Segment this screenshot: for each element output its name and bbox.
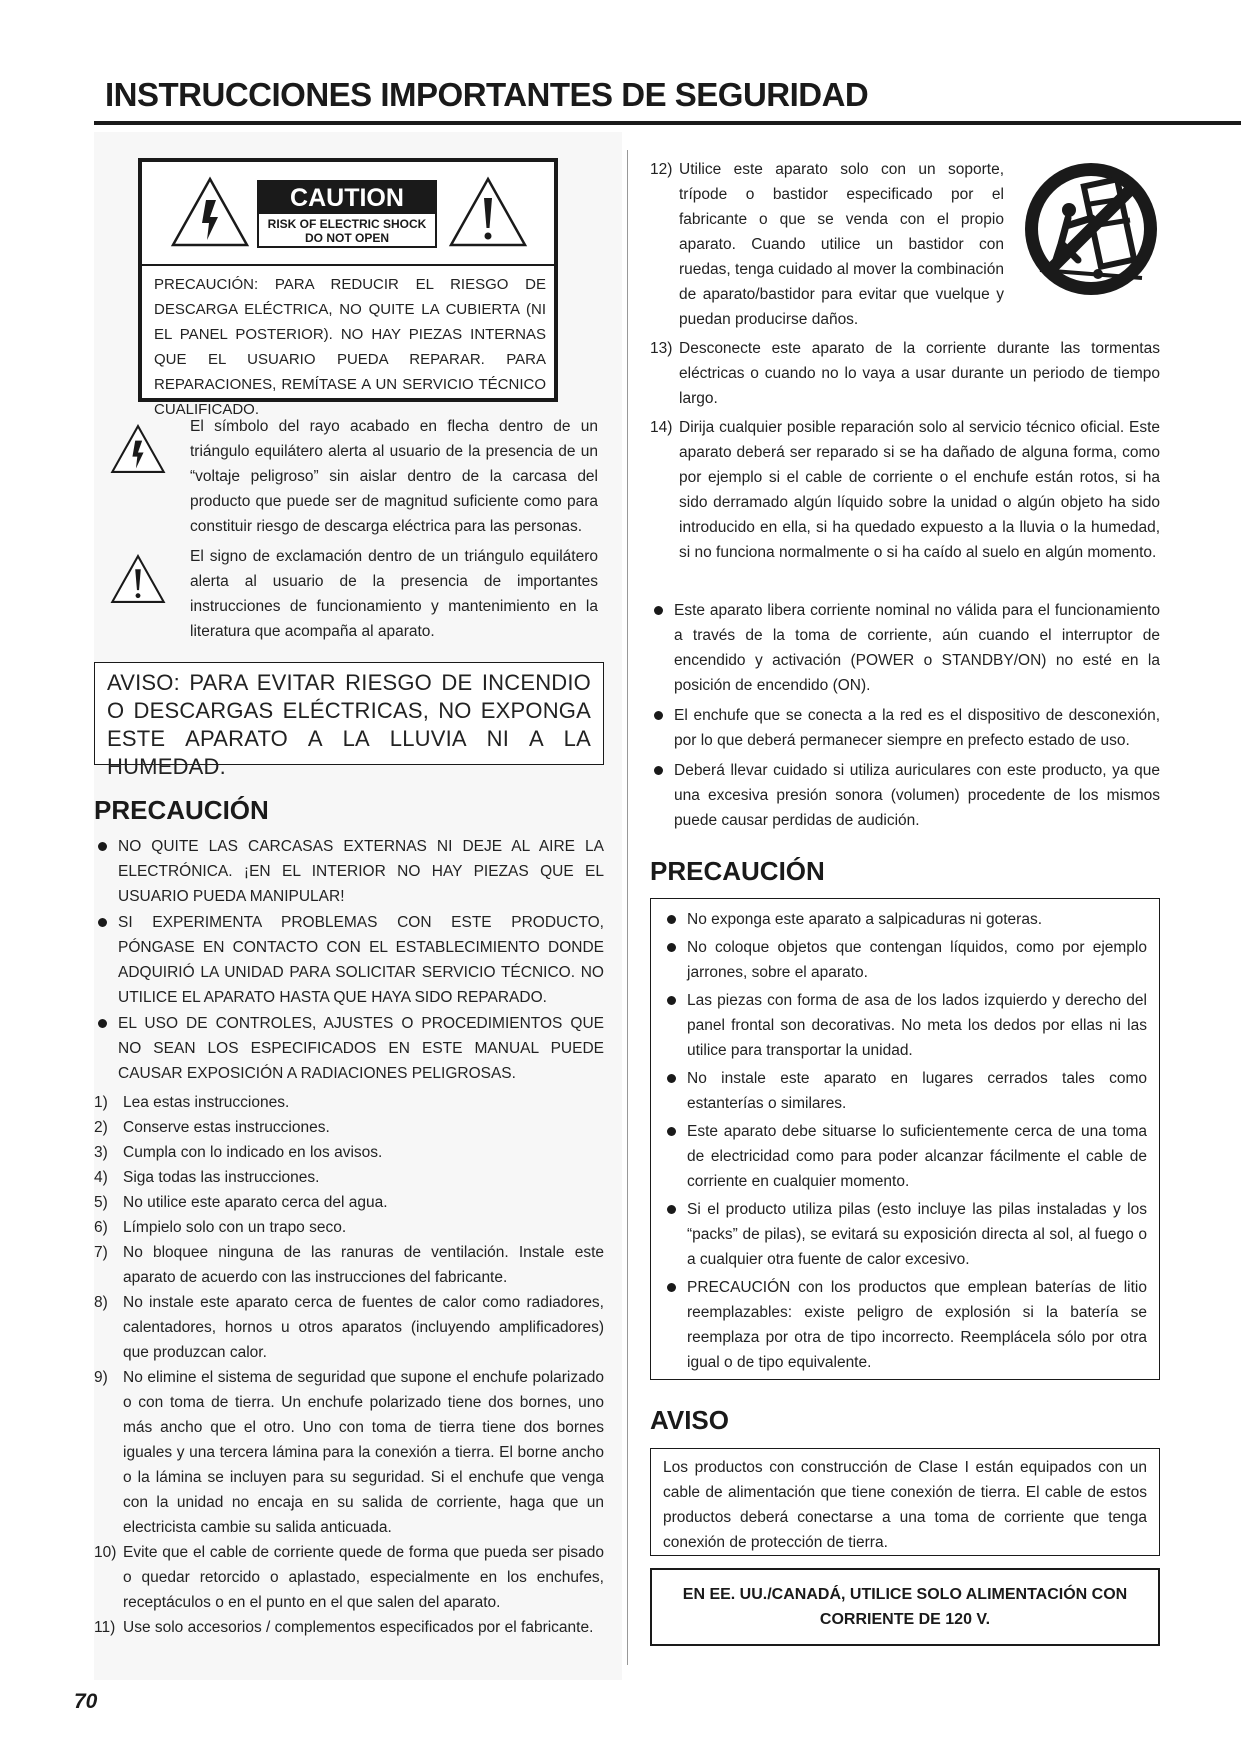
bullet-text: PRECAUCIÓN con los productos que emplean baterías de litio reemplazables: existe peligro de explosión si la batería se reemplaza por otra de tipo incorrecto. Reemplácela sólo por otra igual o de tipo equivalente. (687, 1279, 1147, 1371)
item-text: Evite que el cable de corriente quede de forma que pueda ser pisado o quedar retorcido o aplastado, especialmente en los enchufes, receptáculos o en el punto en el que salen del aparato. (123, 1544, 604, 1611)
instructions-list-right (650, 336, 1160, 565)
list-item (663, 935, 1147, 985)
item-text: Cumpla con lo indicado en los avisos. (123, 1144, 383, 1161)
bullet-icon (667, 996, 676, 1005)
item-text: Lea estas instrucciones. (123, 1094, 290, 1111)
page-number: 70 (74, 1690, 98, 1713)
column-divider (627, 150, 628, 1665)
list-item (663, 1066, 1147, 1116)
bullet-icon (98, 918, 107, 927)
lightning-symbol-text: El símbolo del rayo acabado en flecha dentro de un triángulo equilátero alerta al usuario de la presencia de un “voltaje peligroso” sin aislar dentro de la carcasa del producto que puede ser de magnitud suficiente como para constituir riesgo de descarga eléctrica para las personas. (190, 418, 598, 535)
page-title: INSTRUCCIONES IMPORTANTES DE SEGURIDAD (105, 76, 869, 113)
item-number: 4) (94, 1169, 108, 1186)
caution-line-1: RISK OF ELECTRIC SHOCK (267, 217, 427, 231)
item-number: 11) (94, 1619, 116, 1636)
caution-word: CAUTION (259, 182, 435, 214)
item-number: 12) (650, 161, 673, 178)
item-number: 3) (94, 1144, 108, 1161)
list-item (94, 1011, 604, 1086)
right-precaucion-box (650, 898, 1160, 1380)
item-number: 7) (94, 1244, 108, 1261)
bullet-text: Deberá llevar cuidado si utiliza auriculares con este producto, ya que una excesiva presión sonora (volumen) procedente de los mismos puede causar perdidas de audición. (674, 762, 1160, 829)
list-item (94, 910, 604, 1010)
item-number: 8) (94, 1294, 108, 1311)
item-text: No instale este aparato cerca de fuentes de calor como radiadores, calentadores, hornos u otros aparatos (incluyendo amplificadores) que produzcan calor. (123, 1294, 604, 1361)
bullet-text: SI EXPERIMENTA PROBLEMAS CON ESTE PRODUCTO, PÓNGASE EN CONTACTO CON EL ESTABLECIMIENTO DONDE ADQUIRIÓ LA UNIDAD PARA SOLICITAR SERVICIO TÉCNICO. NO UTILICE EL APARATO HASTA QUE HAYA SIDO REPARADO. (118, 914, 604, 1006)
aviso-heading: AVISO (650, 1405, 729, 1435)
list-item (94, 1540, 604, 1615)
instructions-list-left (94, 1090, 604, 1640)
bullet-text: NO QUITE LAS CARCASAS EXTERNAS NI DEJE AL AIRE LA ELECTRÓNICA. ¡EN EL INTERIOR NO HAY PIEZAS QUE EL USUARIO PUEDA MANIPULAR! (118, 838, 604, 905)
list-item (94, 1615, 604, 1640)
list-item (650, 336, 1160, 411)
list-item (663, 1197, 1147, 1272)
right-precaucion-list (663, 907, 1147, 1376)
item-text: Límpielo solo con un trapo seco. (123, 1219, 347, 1236)
list-item (650, 157, 1004, 332)
bullet-icon (667, 1074, 676, 1083)
aviso-text: Los productos con construcción de Clase I están equipados con un cable de alimentación que tiene conexión de tierra. El cable de estos productos deberá conectarse a una toma de corriente que tenga conexión de protección de tierra. (663, 1459, 1147, 1551)
bullet-icon (654, 711, 663, 720)
bullet-icon (98, 1019, 107, 1028)
item-text: Utilice este aparato solo con un soporte, trípode o bastidor especificado por el fabricante o que se venda con el propio aparato. Cuando utilice un bastidor con ruedas, tenga cuidado al mover la combinación de aparato/bastidor para evitar que vuelque y puedan producirse daños. (679, 161, 1004, 328)
item-text: Conserve estas instrucciones. (123, 1119, 330, 1136)
bullet-text: Las piezas con forma de asa de los lados izquierdo y derecho del panel frontal son decorativas. No meta los dedos por ellas ni las utilice para transportar la unidad. (687, 992, 1147, 1059)
right-bullets-list (650, 598, 1160, 834)
list-item (94, 834, 604, 909)
list-item (94, 1190, 604, 1215)
list-item (650, 758, 1160, 833)
list-item (94, 1090, 604, 1115)
item-text: No bloquee ninguna de las ranuras de ventilación. Instale este aparato de acuerdo con las instrucciones del fabricante. (123, 1244, 604, 1286)
bullet-icon (654, 766, 663, 775)
exclamation-warning-icon (448, 176, 528, 248)
lightning-warning-icon (110, 424, 166, 474)
item-number: 2) (94, 1119, 108, 1136)
item-text: Desconecte este aparato de la corriente durante las tormentas eléctricas o cuando no lo vaya a usar durante un periodo de tiempo largo. (679, 340, 1160, 407)
lightning-warning-icon (170, 176, 250, 248)
list-item (94, 1290, 604, 1365)
bullet-icon (667, 943, 676, 952)
item-number: 9) (94, 1369, 108, 1386)
item-number: 5) (94, 1194, 108, 1211)
exclamation-warning-icon (110, 554, 166, 604)
bullet-icon (667, 1283, 676, 1292)
list-item (663, 1119, 1147, 1194)
bullet-text: El enchufe que se conecta a la red es el dispositivo de desconexión, por lo que deberá permanecer siempre en prefecto estado de uso. (674, 707, 1160, 749)
item-number: 6) (94, 1219, 108, 1236)
cart-tipover-warning-icon (1018, 156, 1164, 302)
left-precaucion-list (94, 834, 604, 1087)
list-item (650, 703, 1160, 753)
title-rule (94, 121, 1241, 125)
voltage-notice-box: EN EE. UU./CANADÁ, UTILICE SOLO ALIMENTACIÓN CON CORRIENTE DE 120 V. (650, 1568, 1160, 1646)
right-precaucion-heading: PRECAUCIÓN (650, 856, 825, 886)
bullet-icon (667, 1205, 676, 1214)
bullet-icon (98, 842, 107, 851)
bullet-text: No coloque objetos que contengan líquidos, como por ejemplo jarrones, sobre el aparato. (687, 939, 1147, 981)
list-item (663, 907, 1147, 932)
bullet-text: Este aparato libera corriente nominal no válida para el funcionamiento a través de la toma de corriente, aún cuando el interruptor de encendido y activación (POWER o STANDBY/ON) no esté en la posición de encendido (ON). (674, 602, 1160, 694)
item-number: 13) (650, 340, 673, 357)
fire-warning-box: AVISO: PARA EVITAR RIESGO DE INCENDIO O DESCARGAS ELÉCTRICAS, NO EXPONGA ESTE APARATO A LA LLUVIA NI A LA HUMEDAD. (94, 662, 604, 765)
bullet-icon (667, 1127, 676, 1136)
exclamation-symbol-text: El signo de exclamación dentro de un triángulo equilátero alerta al usuario de la presencia de importantes instrucciones de funcionamiento y mantenimiento en la literatura que acompaña al aparato. (190, 548, 598, 640)
item-number: 1) (94, 1094, 108, 1111)
list-item (94, 1140, 604, 1165)
list-item (650, 598, 1160, 698)
instructions-list-right-12 (650, 157, 1004, 332)
caution-header (142, 162, 554, 264)
item-text: No utilice este aparato cerca del agua. (123, 1194, 388, 1211)
item-text: Dirija cualquier posible reparación solo al servicio técnico oficial. Este aparato deberá ser reparado si se ha dañado de alguna forma, como por ejemplo si el cable de corriente o el enchufe están rotos, si ha sido derramado algún líquido sobre la unidad o algún objeto ha sido introducido en ella, si ha quedado expuesto a la lluvia o la humedad, si no funciona normalmente o si ha caído al suelo en algún momento. (679, 419, 1160, 561)
item-text: No elimine el sistema de seguridad que supone el enchufe polarizado o con toma de tierra. Un enchufe polarizado tiene dos bornes, uno más ancho que el otro. Uno con toma de tierra tiene dos bornes iguales y una tercera lámina para la conexión a tierra. El borne ancho o la lámina se incluyen para su seguridad. Si el enchufe que venga con la unidad no encaja en su salida de corriente, haga que un electricista cambie su salida anticuada. (123, 1369, 604, 1536)
caution-text: PRECAUCIÓN: PARA REDUCIR EL RIESGO DE DESCARGA ELÉCTRICA, NO QUITE LA CUBIERTA (NI EL PANEL POSTERIOR). NO HAY PIEZAS INTERNAS QUE EL USUARIO PUEDA REPARAR. PARA REPARACIONES, REMÍTASE A UN SERVICIO TÉCNICO CUALIFICADO. (154, 276, 546, 418)
left-precaucion-heading: PRECAUCIÓN (94, 795, 269, 825)
list-item (94, 1215, 604, 1240)
list-item (94, 1165, 604, 1190)
bullet-text: No instale este aparato en lugares cerrados tales como estanterías o similares. (687, 1070, 1147, 1112)
list-item (94, 1115, 604, 1140)
bullet-text: No exponga este aparato a salpicaduras ni goteras. (687, 911, 1043, 928)
list-item (94, 1365, 604, 1540)
caution-line-2: DO NOT OPEN (304, 231, 389, 245)
bullet-text: Si el producto utiliza pilas (esto incluye las pilas instaladas y los “packs” de pilas), se evitará su exposición directa al sol, al fuego o a cualquier otra fuente de calor excesivo. (687, 1201, 1147, 1268)
list-item (663, 988, 1147, 1063)
list-item (94, 1240, 604, 1290)
caution-label (257, 180, 437, 248)
exclamation-symbol-explanation (94, 544, 604, 654)
lightning-symbol-explanation (94, 414, 604, 542)
bullet-text: EL USO DE CONTROLES, AJUSTES O PROCEDIMIENTOS QUE NO SEAN LOS ESPECIFICADOS EN ESTE MANUAL PUEDE CAUSAR EXPOSICIÓN A RADIACIONES PELIGROSAS. (118, 1015, 604, 1082)
bullet-text: Este aparato debe situarse lo suficientemente cerca de una toma de electricidad como para poder alcanzar fácilmente el cable de corriente en cualquier momento. (687, 1123, 1147, 1190)
item-text: Use solo accesorios / complementos especificados por el fabricante. (123, 1619, 594, 1636)
item-text: Siga todas las instrucciones. (123, 1169, 320, 1186)
list-item (663, 1275, 1147, 1375)
list-item (650, 415, 1160, 565)
aviso-box (650, 1448, 1160, 1556)
bullet-icon (667, 915, 676, 924)
caution-divider (142, 264, 554, 266)
bullet-icon (654, 606, 663, 615)
item-number: 14) (650, 419, 673, 436)
item-number: 10) (94, 1544, 117, 1561)
caution-box (138, 158, 558, 418)
